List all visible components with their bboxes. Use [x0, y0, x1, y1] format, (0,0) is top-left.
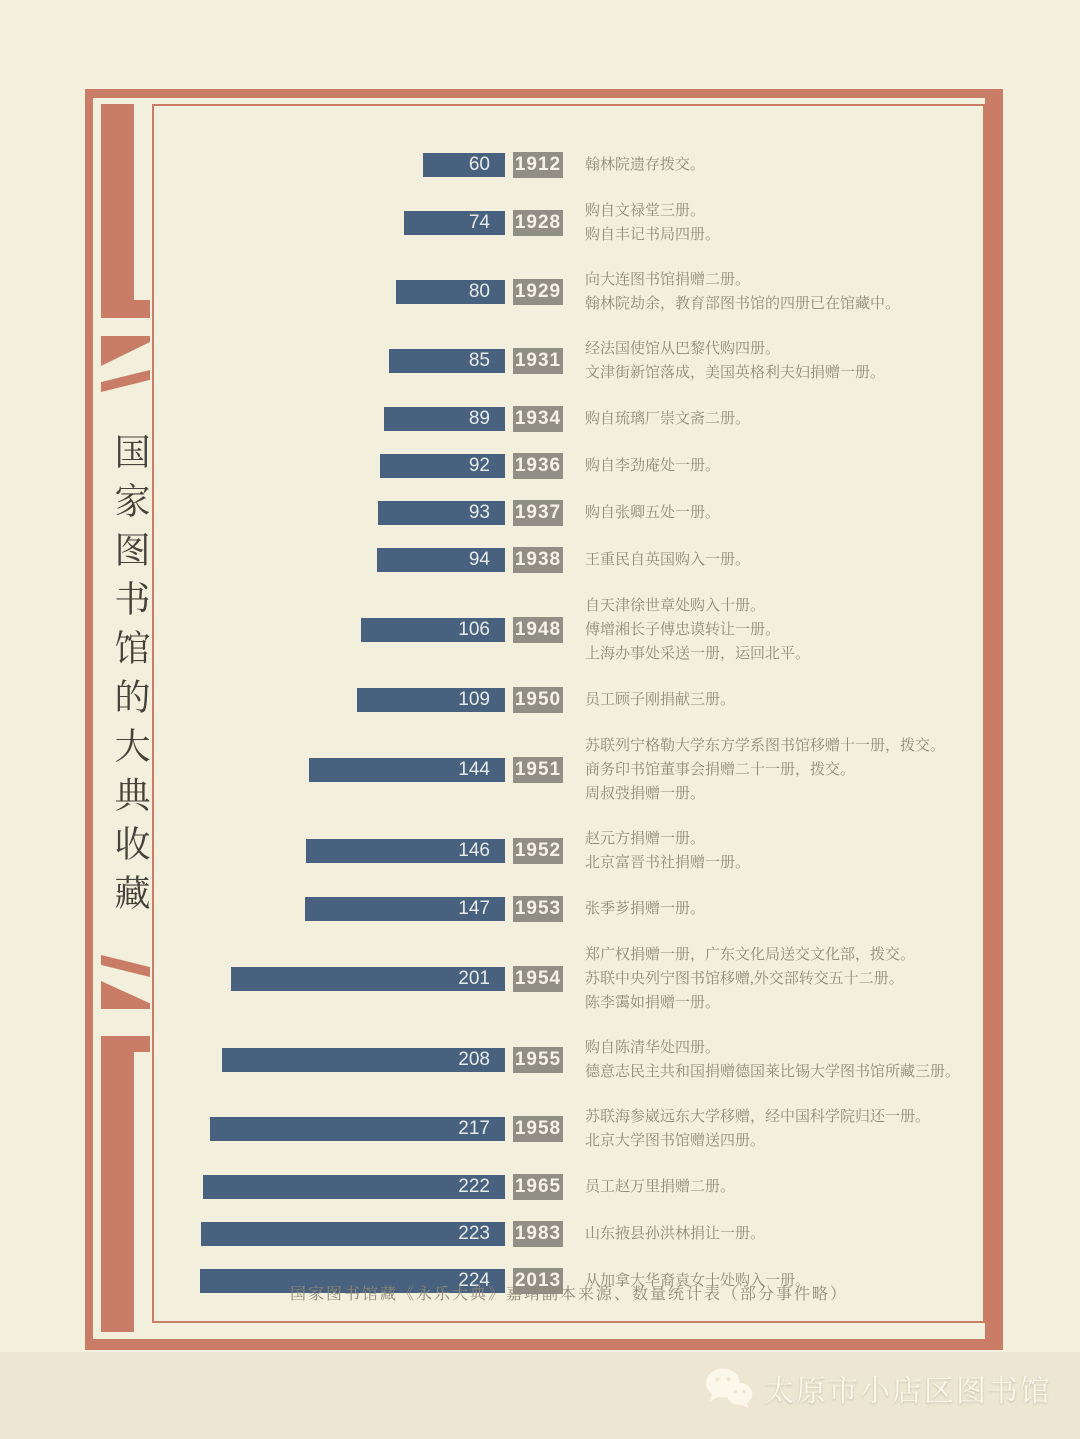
bar-value: 217: [458, 1118, 490, 1139]
note-line: 自天津徐世章处购入十册。: [585, 598, 766, 614]
chart-row: [198, 199, 1018, 247]
year-badge: 1928: [513, 210, 563, 236]
bar: [203, 1175, 505, 1199]
note-lines: [585, 501, 720, 525]
bar-value: 80: [468, 281, 490, 302]
bar-area: [198, 758, 505, 782]
chart-row: [198, 1174, 1018, 1200]
chart-caption: 国家图书馆藏《永乐大典》嘉靖副本来源、数量统计表（部分事件略）: [289, 1286, 848, 1303]
ornament-top-cap: [101, 300, 150, 318]
bar: [384, 407, 505, 431]
bar-area: [198, 501, 505, 525]
note-lines: [585, 199, 720, 247]
bar-value: 89: [468, 408, 490, 429]
note-line: 购自丰记书局四册。: [585, 227, 721, 243]
note-line: 陈李霭如捐赠一册。: [585, 995, 721, 1011]
chart-row: [198, 453, 1018, 479]
year-badge: 1929: [513, 279, 563, 305]
bar-area: [198, 1222, 505, 1246]
note-line: 上海办事处采送一册，运回北平。: [585, 646, 811, 662]
bar-value: 94: [468, 549, 490, 570]
note-lines: [585, 897, 705, 921]
note-lines: [585, 1036, 960, 1084]
note-line: 翰林院劫余，教育部图书馆的四册已在馆藏中。: [585, 296, 901, 312]
note-lines: [585, 548, 750, 572]
bar-area: [198, 280, 505, 304]
note-line: 北京富晋书社捐赠一册。: [585, 855, 751, 871]
chart-row: [198, 152, 1018, 178]
bar: [222, 1048, 505, 1072]
watermark-label: 太原市小店区图书馆: [764, 1375, 1052, 1408]
bar-value: 109: [458, 689, 490, 710]
note-line: 员工赵万里捐赠二册。: [585, 1179, 736, 1195]
note-line: 苏联海参崴远东大学移赠，经中国科学院归还一册。: [585, 1109, 931, 1125]
note-line: 购自文禄堂三册。: [585, 203, 706, 219]
bar-area: [198, 548, 505, 572]
ornament-bottom-bar: [101, 1052, 134, 1332]
note-lines: [585, 943, 915, 1015]
note-line: 山东掖县孙洪林捐让一册。: [585, 1226, 766, 1242]
bar-area: [198, 153, 505, 177]
bar-value: 92: [468, 455, 490, 476]
bar-area: [198, 839, 505, 863]
year-badge: 1938: [513, 547, 563, 573]
note-line: 苏联列宁格勒大学东方学系图书馆移赠十一册，拨交。: [585, 738, 946, 754]
note-line: 王重民自英国购入一册。: [585, 552, 751, 568]
year-badge: 1934: [513, 406, 563, 432]
note-line: 购自陈清华处四册。: [585, 1040, 721, 1056]
bar-area: [198, 688, 505, 712]
note-line: 购自张卿五处一册。: [585, 505, 721, 521]
note-line: 购自琉璃厂崇文斋二册。: [585, 411, 751, 427]
bar: [404, 211, 505, 235]
year-badge: 1937: [513, 500, 563, 526]
year-badge: 1965: [513, 1174, 563, 1200]
chart-row: [198, 1221, 1018, 1247]
year-badge: 1936: [513, 453, 563, 479]
note-line: 翰林院遗存拨交。: [585, 157, 706, 173]
note-lines: [585, 827, 750, 875]
bar: [396, 280, 505, 304]
wechat-icon: [704, 1366, 754, 1410]
note-line: 员工顾子刚捐献三册。: [585, 692, 736, 708]
bar-area: [198, 349, 505, 373]
chart-row: [198, 406, 1018, 432]
chart-row: [198, 268, 1018, 316]
bar: [201, 1222, 505, 1246]
bar: [357, 688, 505, 712]
note-line: 周叔弢捐赠一册。: [585, 786, 706, 802]
ornament-bottom-cap: [101, 1036, 150, 1052]
chart-row: [198, 547, 1018, 573]
bar: [389, 349, 505, 373]
note-lines: [585, 153, 705, 177]
bar-area: [198, 454, 505, 478]
note-line: 苏联中央列宁图书馆移赠,外交部转交五十二册。: [585, 971, 904, 987]
year-badge: 2013: [513, 1268, 563, 1294]
note-lines: [585, 337, 885, 385]
note-line: 北京大学图书馆赠送四册。: [585, 1133, 766, 1149]
bar-value: 74: [468, 212, 490, 233]
bar-area: [198, 407, 505, 431]
bar: [377, 548, 505, 572]
bar-value: 144: [458, 759, 490, 780]
chart-row: [198, 337, 1018, 385]
page-title-vertical: 国家图书馆的大典收藏: [110, 433, 150, 923]
bar-value: 201: [458, 968, 490, 989]
chart-row: [198, 1105, 1018, 1153]
note-line: 文津街新馆落成，美国英格利夫妇捐赠一册。: [585, 365, 886, 381]
note-line: 赵元方捐赠一册。: [585, 831, 706, 847]
chart-row: [198, 827, 1018, 875]
bar-value: 208: [458, 1049, 490, 1070]
note-line: 从加拿大华裔袁女士处购入一册。: [585, 1273, 811, 1289]
note-lines: [585, 1175, 735, 1199]
watermark: [704, 1366, 1052, 1410]
note-line: 购自李劲庵处一册。: [585, 458, 721, 474]
bar-value: 60: [468, 154, 490, 175]
bar-area: [198, 897, 505, 921]
bar: [305, 897, 505, 921]
chart-rows: [198, 152, 1018, 1294]
note-lines: [585, 1105, 930, 1153]
year-badge: 1931: [513, 348, 563, 374]
ornament-top-bar: [101, 104, 134, 300]
year-badge: 1912: [513, 152, 563, 178]
year-badge: 1952: [513, 838, 563, 864]
year-badge: 1983: [513, 1221, 563, 1247]
year-badge: 1955: [513, 1047, 563, 1073]
note-lines: [585, 407, 750, 431]
bar: [231, 967, 505, 991]
year-badge: 1954: [513, 966, 563, 992]
bar-value: 106: [458, 619, 490, 640]
note-line: 商务印书馆董事会捐赠二十一册，拨交。: [585, 762, 856, 778]
note-lines: [585, 268, 900, 316]
chart: [198, 152, 1018, 1294]
bar-value: 222: [458, 1176, 490, 1197]
bar: [210, 1117, 505, 1141]
note-lines: [585, 1222, 765, 1246]
bar-area: [198, 1175, 505, 1199]
note-lines: [585, 454, 720, 478]
note-lines: [585, 688, 735, 712]
bar-value: 223: [458, 1223, 490, 1244]
note-line: 经法国使馆从巴黎代购四册。: [585, 341, 781, 357]
year-badge: 1958: [513, 1116, 563, 1142]
bar-value: 224: [458, 1270, 490, 1291]
bar: [380, 454, 505, 478]
note-line: 向大连图书馆捐赠二册。: [585, 272, 751, 288]
bar-area: [198, 618, 505, 642]
bar: [378, 501, 505, 525]
bar-value: 93: [468, 502, 490, 523]
chart-row: [198, 500, 1018, 526]
note-line: 郑广权捐赠一册，广东文化局送交文化部，拨交。: [585, 947, 916, 963]
chart-row: [198, 943, 1018, 1015]
bar-value: 147: [458, 898, 490, 919]
note-line: 傅增湘长子傅忠谟转让一册。: [585, 622, 781, 638]
bar: [361, 618, 505, 642]
bar-area: [198, 1048, 505, 1072]
bar: [309, 758, 505, 782]
note-line: 张季芗捐赠一册。: [585, 901, 706, 917]
year-badge: 1953: [513, 896, 563, 922]
chart-row: [198, 594, 1018, 666]
note-line: 德意志民主共和国捐赠德国莱比锡大学图书馆所藏三册。: [585, 1064, 961, 1080]
note-lines: [585, 594, 810, 666]
bar: [423, 153, 505, 177]
year-badge: 1948: [513, 617, 563, 643]
year-badge: 1951: [513, 757, 563, 783]
bar-area: [198, 211, 505, 235]
bar: [306, 839, 505, 863]
bar-value: 85: [468, 350, 490, 371]
bar-area: [198, 967, 505, 991]
bar-value: 146: [458, 840, 490, 861]
note-lines: [585, 734, 945, 806]
chart-row: [198, 896, 1018, 922]
chart-row: [198, 687, 1018, 713]
bar-area: [198, 1117, 505, 1141]
chart-row: [198, 734, 1018, 806]
year-badge: 1950: [513, 687, 563, 713]
chart-row: [198, 1036, 1018, 1084]
